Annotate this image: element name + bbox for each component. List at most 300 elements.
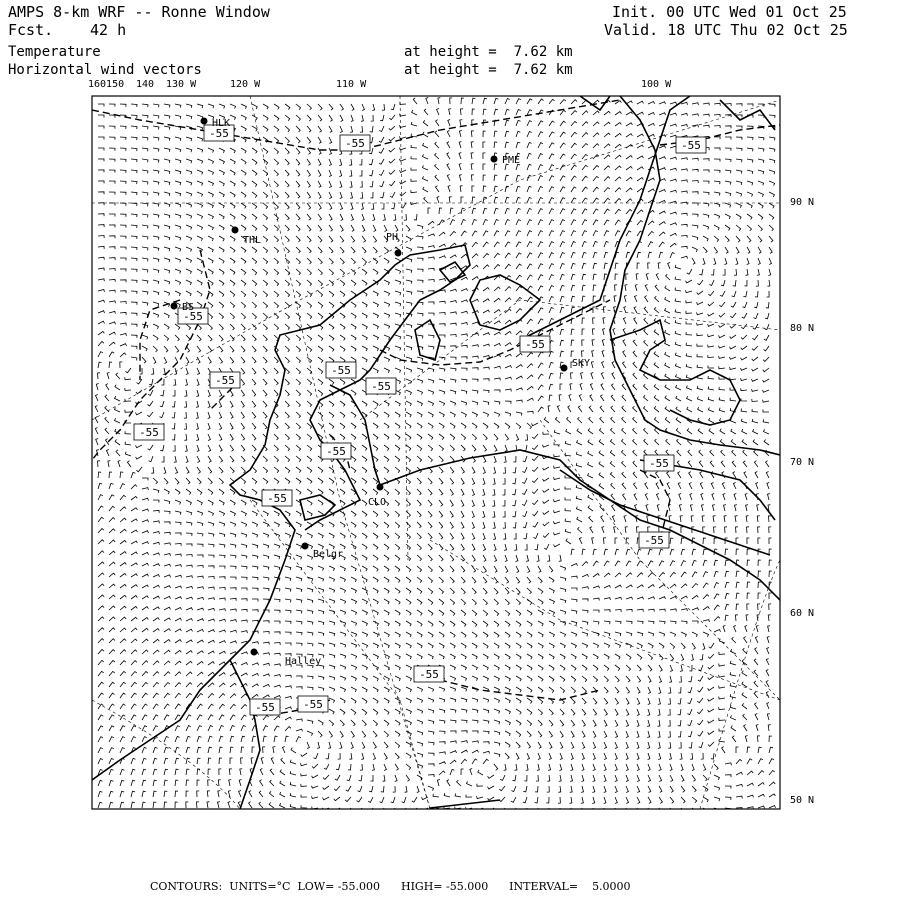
wind-barb [719, 356, 725, 358]
contour-label: -55 [303, 698, 323, 711]
wind-barb [678, 709, 681, 715]
wind-barb [633, 461, 637, 467]
wind-barb [142, 639, 148, 643]
wind-barb [711, 483, 714, 490]
wind-barb [483, 478, 485, 485]
wind-barb [153, 478, 158, 484]
wind-barb [601, 516, 604, 522]
wind-barb [681, 797, 685, 803]
wind-barb [252, 412, 256, 418]
wind-barb [763, 419, 769, 423]
wind-barb [362, 588, 367, 593]
wind-barb [109, 573, 115, 577]
wind-barb [686, 343, 692, 346]
wind-barb [351, 665, 357, 670]
wind-barb [703, 103, 709, 105]
wind-barb [769, 736, 772, 742]
wind-barb [340, 324, 345, 329]
wind-barb [697, 291, 703, 295]
wind-barb [186, 715, 191, 720]
wind-barb [219, 500, 224, 505]
wind-barb [340, 698, 345, 703]
wind-barb [503, 478, 506, 484]
wind-barb [769, 571, 772, 577]
wind-barb [197, 672, 203, 676]
wind-barb [680, 753, 682, 759]
wind-barb [538, 242, 543, 247]
wind-barb [681, 632, 686, 637]
wind-barb [516, 676, 521, 681]
wind-barb [120, 104, 126, 107]
wind-barb [670, 113, 677, 115]
wind-barb [725, 797, 731, 800]
wind-barb [763, 410, 769, 413]
wind-barb [318, 577, 324, 581]
wind-barb [527, 242, 532, 247]
wind-barb [413, 98, 417, 104]
wind-barb [714, 617, 720, 621]
wind-barb [98, 529, 104, 534]
wind-barb [461, 759, 467, 764]
wind-barb [549, 588, 554, 593]
wind-barb [714, 764, 718, 770]
wind-barb [219, 456, 223, 462]
wind-barb [318, 500, 323, 505]
wind-barb [747, 783, 754, 786]
wind-barb [208, 148, 214, 153]
wind-barb [461, 522, 464, 528]
wind-barb [274, 716, 280, 720]
wind-barb [769, 527, 772, 533]
wind-barb [527, 577, 531, 583]
wind-barb [417, 786, 419, 793]
wind-barb [549, 742, 552, 749]
wind-barb [109, 628, 115, 632]
wind-barb [516, 577, 520, 583]
wind-barb [588, 428, 593, 434]
wind-barb [340, 577, 345, 582]
wind-barb [744, 725, 747, 731]
wind-barb [719, 324, 725, 327]
wind-barb [626, 621, 632, 624]
wind-barb [373, 269, 378, 274]
wind-barb [505, 131, 509, 137]
wind-barb [714, 170, 720, 173]
station-marker [251, 649, 258, 656]
wind-barb [186, 269, 191, 274]
wind-barb [483, 434, 487, 440]
wind-barb [744, 637, 747, 643]
wind-barb [98, 595, 104, 599]
wind-barb [373, 423, 378, 428]
wind-barb [131, 791, 135, 797]
wind-barb [164, 618, 170, 621]
wind-barb [164, 575, 171, 577]
wind-barb [483, 467, 485, 474]
wind-barb [549, 384, 553, 390]
wind-barb [736, 527, 739, 533]
wind-barb [285, 577, 291, 581]
wind-barb [588, 495, 593, 500]
wind-barb [571, 549, 575, 555]
wind-barb [637, 698, 640, 705]
wind-barb [571, 632, 577, 637]
wind-barb [185, 390, 188, 396]
wind-barb [307, 225, 311, 231]
wind-barb [359, 159, 362, 165]
wind-barb [164, 607, 171, 610]
wind-barb [670, 797, 674, 803]
wind-barb [307, 159, 310, 165]
wind-barb [615, 797, 617, 804]
wind-barb [439, 632, 444, 637]
wind-barb [589, 417, 593, 423]
wind-barb [708, 408, 714, 413]
wind-barb [622, 417, 626, 423]
wind-barb [136, 456, 142, 459]
wind-barb [747, 236, 751, 242]
wind-barb [318, 126, 322, 132]
wind-barb [142, 488, 148, 490]
wind-barb [588, 506, 593, 512]
wind-barb [197, 379, 199, 386]
wind-barb [725, 126, 731, 129]
wind-barb [544, 544, 549, 549]
wind-barb [285, 445, 290, 451]
wind-barb [153, 280, 159, 284]
wind-barb [153, 269, 159, 273]
wind-barb [736, 170, 742, 174]
wind-barb [312, 786, 319, 788]
wind-barb [285, 115, 290, 121]
wind-barb [461, 401, 467, 405]
wind-barb [219, 694, 225, 698]
wind-barb [582, 187, 588, 192]
wind-barb [736, 571, 739, 577]
wind-barb [615, 199, 621, 204]
wind-barb [763, 400, 769, 403]
wind-barb [681, 549, 685, 555]
wind-barb [681, 643, 685, 649]
wind-barb [98, 791, 102, 797]
wind-barb [274, 302, 279, 308]
wind-barb [384, 302, 390, 307]
wind-barb [131, 780, 135, 786]
wind-barb [230, 412, 233, 418]
wind-barb [406, 291, 412, 295]
wind-barb [647, 720, 649, 727]
wind-barb [769, 759, 774, 764]
wind-barb [252, 148, 257, 153]
wind-barb [241, 673, 248, 676]
wind-barb [98, 726, 103, 731]
wind-barb [648, 687, 651, 694]
wind-barb [494, 742, 500, 746]
wind-barb [472, 566, 476, 572]
wind-barb [296, 676, 302, 679]
wind-barb [582, 111, 588, 115]
wind-barb [752, 419, 758, 423]
wind-barb [340, 489, 345, 495]
wind-barb [373, 544, 378, 550]
wind-barb [164, 747, 168, 753]
wind-barb [658, 731, 661, 737]
wind-barb [98, 506, 103, 511]
wind-barb [686, 353, 692, 357]
wind-barb [329, 709, 334, 714]
wind-barb [423, 154, 429, 159]
wind-barb [654, 330, 659, 336]
wind-barb [708, 742, 714, 746]
wind-barb [538, 709, 543, 715]
wind-barb [549, 395, 552, 401]
wind-barb [153, 313, 159, 318]
wind-barb [384, 643, 389, 648]
wind-barb [252, 170, 257, 176]
wind-barb [450, 489, 453, 495]
wind-barb [296, 467, 301, 473]
wind-barb [197, 291, 202, 296]
wind-barb [219, 533, 225, 537]
wind-barb [175, 467, 178, 474]
wind-barb [131, 704, 136, 709]
wind-barb [428, 764, 434, 767]
wind-barb [527, 264, 532, 269]
wind-barb [252, 736, 256, 742]
wind-barb [758, 192, 763, 197]
wind-barb [492, 500, 495, 506]
wind-barb [612, 505, 615, 511]
wind-barb [142, 335, 148, 339]
wind-barb [373, 225, 376, 232]
wind-barb [274, 115, 279, 121]
wind-barb [720, 429, 725, 434]
wind-barb [461, 632, 466, 637]
wind-barb [142, 661, 148, 665]
wind-barb [647, 731, 649, 738]
wind-barb [637, 549, 641, 555]
wind-barb [274, 555, 280, 559]
wind-barb [615, 665, 620, 671]
wind-barb [107, 373, 109, 380]
wind-barb [681, 102, 688, 104]
wind-barb [527, 632, 532, 637]
wind-barb [120, 302, 126, 305]
wind-barb [747, 181, 753, 185]
wind-barb [755, 637, 758, 644]
wind-barb [252, 544, 258, 548]
wind-barb [163, 368, 165, 374]
wind-barb [296, 489, 301, 494]
wind-barb [648, 753, 650, 760]
wind-barb [428, 445, 433, 451]
wind-barb [472, 242, 478, 247]
wind-barb [340, 225, 343, 231]
wind-barb [230, 609, 236, 612]
wind-barb [329, 632, 335, 636]
wind-barb [623, 362, 627, 368]
wind-barb [633, 417, 637, 423]
wind-barb [736, 796, 742, 799]
wind-barb [395, 401, 400, 406]
wind-barb [439, 731, 445, 734]
wind-barb [142, 618, 148, 622]
wind-barb [362, 247, 366, 253]
wind-barb [340, 676, 346, 681]
wind-barb [406, 434, 411, 440]
wind-barb [450, 599, 455, 605]
wind-barb [578, 527, 583, 533]
wind-barb [604, 296, 607, 302]
wind-barb [318, 621, 324, 625]
wind-barb [109, 352, 114, 357]
wind-barb [351, 412, 356, 418]
wind-barb [329, 731, 333, 737]
wind-barb [252, 599, 258, 602]
wind-barb [701, 753, 704, 759]
wind-barb [428, 390, 434, 395]
wind-barb [622, 450, 627, 456]
wind-barb [472, 522, 475, 529]
wind-barb [219, 555, 225, 558]
wind-barb [219, 225, 224, 230]
wind-barb [615, 698, 618, 704]
wind-barb [428, 654, 433, 659]
wind-barb [260, 780, 263, 786]
wind-barb [689, 483, 692, 490]
wind-barb [142, 607, 148, 610]
wind-barb [436, 186, 440, 192]
wind-barb [736, 784, 743, 786]
wind-barb [197, 555, 203, 558]
wind-barb [131, 628, 137, 632]
wind-barb [758, 582, 761, 588]
wind-barb [371, 775, 374, 781]
wind-barb [406, 357, 412, 361]
wind-barb [125, 410, 131, 413]
wind-barb [708, 376, 714, 379]
wind-barb [571, 329, 574, 335]
wind-barb [505, 434, 509, 440]
wind-barb [554, 510, 561, 512]
wind-barb [263, 214, 268, 220]
wind-barb [164, 478, 168, 484]
wind-barb [701, 505, 704, 511]
wind-barb [645, 285, 648, 292]
wind-barb [274, 445, 278, 451]
wind-barb [285, 357, 289, 363]
wind-barb [560, 742, 563, 749]
wind-barb [626, 731, 628, 738]
wind-barb [351, 643, 357, 648]
wind-barb [538, 143, 543, 148]
wind-barb [96, 395, 99, 402]
wind-barb [736, 148, 742, 151]
wind-barb [197, 159, 203, 164]
wind-barb [175, 159, 181, 163]
wind-barb [549, 621, 554, 626]
wind-barb [687, 396, 692, 401]
wind-barb [175, 225, 181, 229]
wind-barb [560, 274, 565, 280]
wind-barb [758, 560, 761, 566]
wind-barb [373, 533, 378, 539]
wind-barb [692, 560, 697, 566]
wind-barb [120, 617, 126, 621]
wind-barb [615, 786, 617, 793]
wind-barb [505, 654, 510, 659]
wind-barb [186, 640, 192, 643]
wind-barb [505, 742, 510, 747]
wind-barb [186, 608, 193, 610]
wind-barb [450, 698, 456, 702]
wind-barb [571, 643, 576, 648]
wind-barb [758, 225, 762, 231]
wind-barb [634, 494, 637, 500]
wind-barb [538, 220, 543, 225]
wind-barb [494, 621, 499, 627]
wind-barb [172, 434, 175, 440]
wind-barb [219, 423, 222, 430]
wind-barb [351, 555, 356, 560]
wind-barb [493, 533, 495, 540]
wind-barb [459, 153, 461, 160]
wind-barb [241, 412, 244, 418]
wind-barb [318, 258, 322, 264]
wind-barb [461, 769, 464, 775]
wind-barb [670, 596, 677, 599]
wind-barb [483, 742, 489, 745]
height-wind: at height = 7.62 km [404, 62, 573, 78]
wind-barb [230, 588, 236, 591]
wind-barb [239, 791, 241, 798]
wind-barb [318, 170, 321, 177]
wind-barb [582, 654, 587, 659]
wind-barb [527, 143, 532, 149]
wind-barb [351, 258, 355, 264]
wind-barb [351, 357, 356, 362]
wind-barb [428, 577, 433, 583]
wind-barb [98, 115, 104, 118]
wind-barb [318, 731, 322, 737]
wind-barb [714, 538, 717, 544]
wind-barb [428, 610, 433, 616]
wind-barb [357, 797, 362, 802]
wind-barb [241, 269, 246, 275]
wind-barb [659, 775, 662, 782]
wind-barb [654, 384, 659, 390]
wind-barb [637, 134, 644, 137]
wind-barb [604, 598, 610, 600]
wind-barb [373, 489, 378, 495]
wind-barb [483, 390, 489, 393]
wind-barb [527, 99, 532, 104]
wind-barb [593, 263, 597, 269]
wind-barb [186, 324, 191, 330]
wind-barb [164, 357, 167, 364]
wind-barb [98, 362, 102, 368]
wind-barb [676, 418, 681, 424]
wind-barb [644, 329, 648, 335]
wind-barb [263, 203, 268, 209]
wind-barb [681, 235, 687, 237]
wind-barb [109, 748, 114, 753]
wind-barb [648, 113, 655, 116]
wind-barb [411, 179, 417, 182]
wind-barb [697, 312, 704, 314]
wind-barb [263, 148, 268, 154]
wind-barb [417, 379, 423, 383]
